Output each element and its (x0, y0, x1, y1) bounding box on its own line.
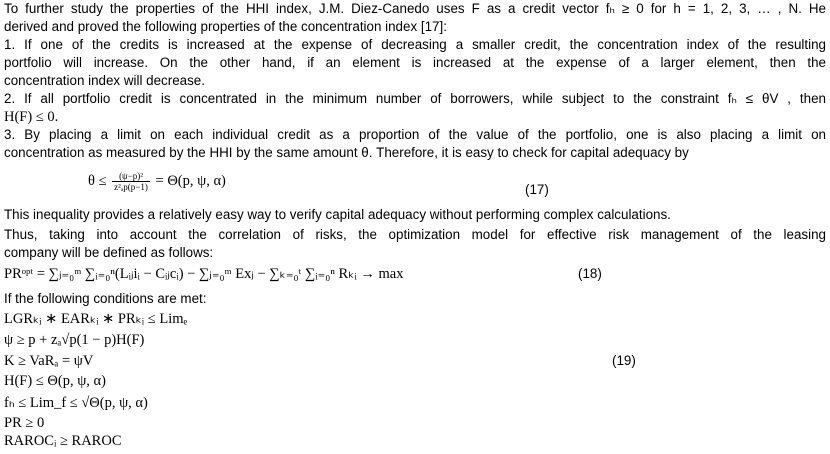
constraint-line: H(F) ≤ Θ(p, ψ, α) (4, 373, 106, 389)
equation-18-number: (18) (578, 266, 602, 281)
paragraph-2-line-3: concentration index will decrease. (4, 73, 205, 88)
paragraph-6-line-2: company will be defined as follows: (4, 245, 214, 260)
equation-17-lhs: θ ≤ (88, 173, 107, 189)
constraint-line: PR ≥ 0 (4, 415, 45, 431)
paragraph-2-line-1: 1. If one of the credits is increased at the expense of decreasing a smaller credit, the concentration index of the resulting (4, 37, 826, 52)
equation-17-numerator: (ψ−p)² (112, 171, 150, 182)
equation-17-number: (17) (525, 182, 549, 197)
paragraph-1-line-1: To further study the properties of the HHI index, J.M. Diez-Canedo uses F as a credit vector fₕ ≥ 0 for h = 1, 2, 3, … , N. He (4, 1, 826, 16)
paragraph-6-line-1: Thus, taking into account the correlation of risks, the optimization model for effective risk management of the leasing (4, 227, 826, 242)
equation-17-fraction (112, 171, 150, 192)
paragraph-2-line-2: portfolio will increase. On the other hand, if an element is increased at the expense of a larger element, then the (4, 55, 826, 70)
equation-17-denominator: z²ₐp(p−1) (114, 182, 148, 193)
paragraph-4-line-1: 3. By placing a limit on each individual credit as a proportion of the value of the portfolio, one is also placing a limit on (4, 127, 826, 142)
paragraph-3-line-1: 2. If all portfolio credit is concentrated in the minimum number of borrowers, while subject to the constraint fₕ ≤ θV , then (4, 91, 826, 106)
paragraph-4-line-2: concentration as measured by the HHI by the same amount θ. Therefore, it is easy to check for capital adequacy by (4, 145, 689, 160)
equation-17-rhs: = Θ(p, ψ, α) (155, 173, 226, 189)
constraint-line: ψ ≥ p + zₐ√p(1 − p)H(F) (4, 332, 145, 348)
equation-18: PRᵒᵖᵗ = ∑ⱼ₌₀ᵐ ∑ᵢ₌₀ⁿ(Lᵢⱼiᵢ − Cᵢⱼcᵢ) − ∑ⱼ₌₀ᵐ Exⱼ − ∑ₖ₌₀ᵗ ∑ᵢ₌₀ⁿ Rₖᵢ → max (4, 266, 404, 282)
paragraph-7: If the following conditions are met: (4, 291, 207, 306)
paragraph-1-line-2: derived and proved the following properties of the concentration index [17]: (4, 19, 447, 34)
equation-19-number: (19) (612, 353, 636, 368)
constraint-line: RAROCᵢ ≥ RAROC (4, 433, 122, 449)
constraint-line: fₕ ≤ Lim_f ≤ √Θ(p, ψ, α) (4, 395, 148, 411)
paragraph-3-line-2: H(F) ≤ 0. (4, 109, 59, 125)
paragraph-5: This inequality provides a relatively easy way to verify capital adequacy without performing complex calculations. (4, 207, 671, 222)
constraint-line: K ≥ VaRₐ = ψV (4, 353, 94, 369)
equation-17 (88, 170, 226, 192)
constraint-line: LGRₖᵢ ∗ EARₖᵢ ∗ PRₖᵢ ≤ Limₑ (4, 311, 188, 327)
